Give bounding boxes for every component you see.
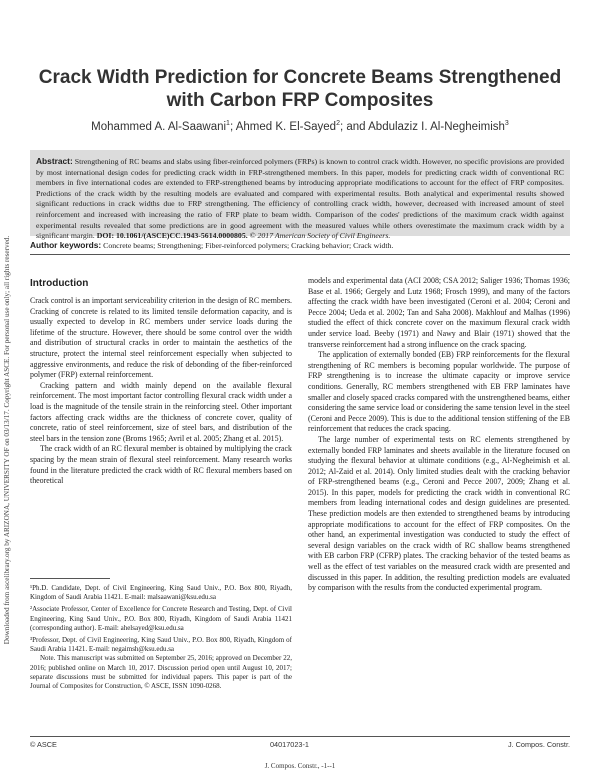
- right-paragraph: The large number of experimental tests on RC elements strengthened by externally bonded FRP laminates and sheets available in the literature focused on studying the flexural behavior at ultimate conditions (e.g., Al-Negheimish et al. 2012; Al-Zaid et al. 2014). Only limited studies dealt with the cracking behavior of FRP-strengthened beams (e.g., Ceroni and Pecce 2007, 2009; Zhang et al. 2015). In this paper, models for predicting the crack width in conventional RC members from leading international codes and design guidelines are presented. These prediction models are then extended to strengthened beams by introducing appropriate modifications to account for the effect of FRP composites. On the other hand, an experimental investigation was conducted to study the effect of several design variables on the crack width of RC shallow beams strengthened with EB carbon FRP (CFRP) plates. The cracking behavior of the tested beams as well as the effect of test variables on the measured crack width are presented and discussed in this paper. In addition, the resulting prediction models are evaluated by comparison with the results from the conducted experimental program.: [308, 434, 570, 593]
- author-list: Mohammed A. Al-Saawani$^1$; Ahmed K. El-Sayed$^2$; and Abdulaziz I. Al-Negheimish$^3$: [91, 120, 509, 133]
- footer-article-number: 04017023-1: [270, 740, 309, 749]
- section-heading-introduction: Introduction: [30, 278, 89, 289]
- footnote-rule: [30, 578, 110, 579]
- keywords-line: [30, 240, 570, 250]
- download-sidebar: [0, 160, 16, 720]
- download-notice: Downloaded from ascelibrary.org by ARIZONA, UNIVERSITY OF on 03/13/17. Copyright ASCE. For personal use only; all rights reserved.: [3, 235, 11, 645]
- author-sup: 2: [336, 120, 340, 127]
- footnote: ²Associate Professor, Center of Excellence for Concrete Research and Testing, Dept. of Civil Engineering, King Saud Univ., P.O. Box 800, Riyadh, Kingdom of Saudi Arabia 11421 (corresponding author). E-mail: ahelsayed@ksu.edu.sa: [30, 605, 292, 632]
- footnote: Note. This manuscript was submitted on September 25, 2016; approved on December 22, 2016; published online on March 10, 2017. Discussion period open until August 10, 2017; separate discussions must be submitted for individual papers. This paper is part of the Journal of Composites for Construction, © ASCE, ISSN 1090-0268.: [30, 654, 292, 691]
- footer-journal: J. Compos. Constr.: [507, 740, 570, 749]
- footer-rule: [30, 736, 570, 737]
- right-paragraph: models and experimental data (ACI 2008; CSA 2012; Saliger 1936; Thomas 1936; Base et al. 1966; Gergely and Lutz 1968; Frosch 1999), and many of the factors affecting the crack width have been investigated (Ceroni et al. 2004; Ceroni and Pecce 2004; Ueda et al. 2002; Tan and Saha 2008). Makhlouf and Malhas (1996) studied the effect of thick concrete cover on the maximum flexural crack width under service load. Beeby (1971) and Nawy and Blair (1971) showed that the transverse reinforcement had a strong influence on the crack spacing.: [308, 276, 570, 349]
- page-footer: J. Compos. Constr., -1--1: [264, 762, 336, 770]
- author-name: Abdulaziz I. Al-Negheimish: [368, 120, 505, 133]
- left-paragraph: Cracking pattern and width mainly depend on the available flexural reinforcement. The most important factor controlling flexural crack width under a load is the magnitude of the tensile strain in the reinforcing steel. Other important factors affecting crack widths are the thickness of concrete cover, quality of concrete, ratio of steel reinforcement, size of steel bars, and distribution of the steel bars in the tension zone (Broms 1965; Avril et al. 2005; Zhang et al. 2015).: [30, 380, 292, 443]
- author-name: Ahmed K. El-Sayed: [235, 120, 337, 133]
- left-paragraph: The crack width of an RC flexural member is obtained by multiplying the crack spacing by the mean strain of flexural steel reinforcement. Many research works found in the literature predicted the crack width of RC flexural members based on theoretical: [30, 444, 292, 486]
- abstract-doi[interactable]: DOI: 10.1061/(ASCE)CC.1943-5614.0000805.: [96, 231, 248, 241]
- paper-title: Crack Width Prediction for Concrete Beams Strengthened with Carbon FRP Composites: [38, 67, 562, 111]
- author-sup: 3: [504, 120, 509, 127]
- right-paragraph: The application of externally bonded (EB) FRP reinforcements for the flexural strengthening of RC members is becoming popular worldwide. The purpose of FRP strengthening is to increase the ultimate capacity or improve service conditions. Generally, RC members strengthened with EB FRP laminates have smaller and closely spaced cracks compared with the unstrengthened beams, either considering the same service load or considering the same tension level in the steel (Ceroni and Pecce 2009). This is due to the additional tension stiffening of the EB reinforcement that reduces the crack spacing.: [308, 350, 570, 434]
- abstract-label: Abstract:: [36, 156, 73, 166]
- footnotes: [30, 584, 292, 691]
- keywords-label: Author keywords:: [30, 240, 102, 250]
- footnote: ³Professor, Dept. of Civil Engineering, King Saud Univ., P.O. Box 800, Riyadh, Kingdom of Saudi Arabia 11421. E-mail: negaimsh@ksu.edu.sa: [30, 636, 292, 654]
- section-divider: [30, 254, 570, 255]
- keywords-body: Concrete beams; Strengthening; Fiber-reinforced polymers; Cracking behavior; Crack width.: [103, 241, 394, 250]
- footnote: ¹Ph.D. Candidate, Dept. of Civil Engineering, King Saud Univ., P.O. Box 800, Riyadh, Kingdom of Saudi Arabia 11421. E-mail: malsaawani@ksu.edu.sa: [30, 584, 292, 602]
- footer-copyright: © ASCE: [30, 740, 57, 749]
- abstract-box: [30, 150, 570, 241]
- author-sup: 1: [226, 120, 230, 127]
- abstract-copyright: © 2017 American Society of Civil Engineers.: [249, 231, 391, 241]
- right-column: [308, 276, 570, 594]
- left-column: [30, 296, 292, 487]
- left-paragraph: Crack control is an important serviceability criterion in the design of RC members. Cracking of concrete is related to its limited tensile deformation capacity, and is usually expected to develop in RC members under service loads during the lifetime of the structure. However, there should be some control over the width and distribution of structural cracks in order to maintain the aesthetics of the structure, protect the internal steel reinforcement especially when subjected to aggressive environments, and reduce the risk of debonding of the fiber-reinforced polymer (FRP) external reinforcement.: [30, 296, 292, 380]
- author-name: Mohammed A. Al-Saawani: [91, 120, 227, 133]
- abstract-body: Strengthening of RC beams and slabs using fiber-reinforced polymers (FRPs) is known to control crack width. However, no specific provisions are provided by most international design codes for predicting crack width in FRP-strengthened members. In this paper, models for predicting crack width of conventional RC members in five international codes are extended to FRP-strengthened beams by introducing appropriate modifications to account for the effect of FRP composites. Predictions of the crack width by the resulting models are evaluated and compared with experimental results. Both analytical and experimental results showed significant reductions in crack widths due to FRP strengthening. The efficiency of controlling crack width, however, decreased with increased amount of steel reinforcement and increased with increasing the ratio of FRP plate to beam width. Comparison of the codes' predictions of the maximum crack width against experimental results revealed that some predictions are in good agreement with the measured values while others overestimate the maximum crack width by a significant margin.: [36, 157, 564, 241]
- abstract-text: [36, 156, 564, 242]
